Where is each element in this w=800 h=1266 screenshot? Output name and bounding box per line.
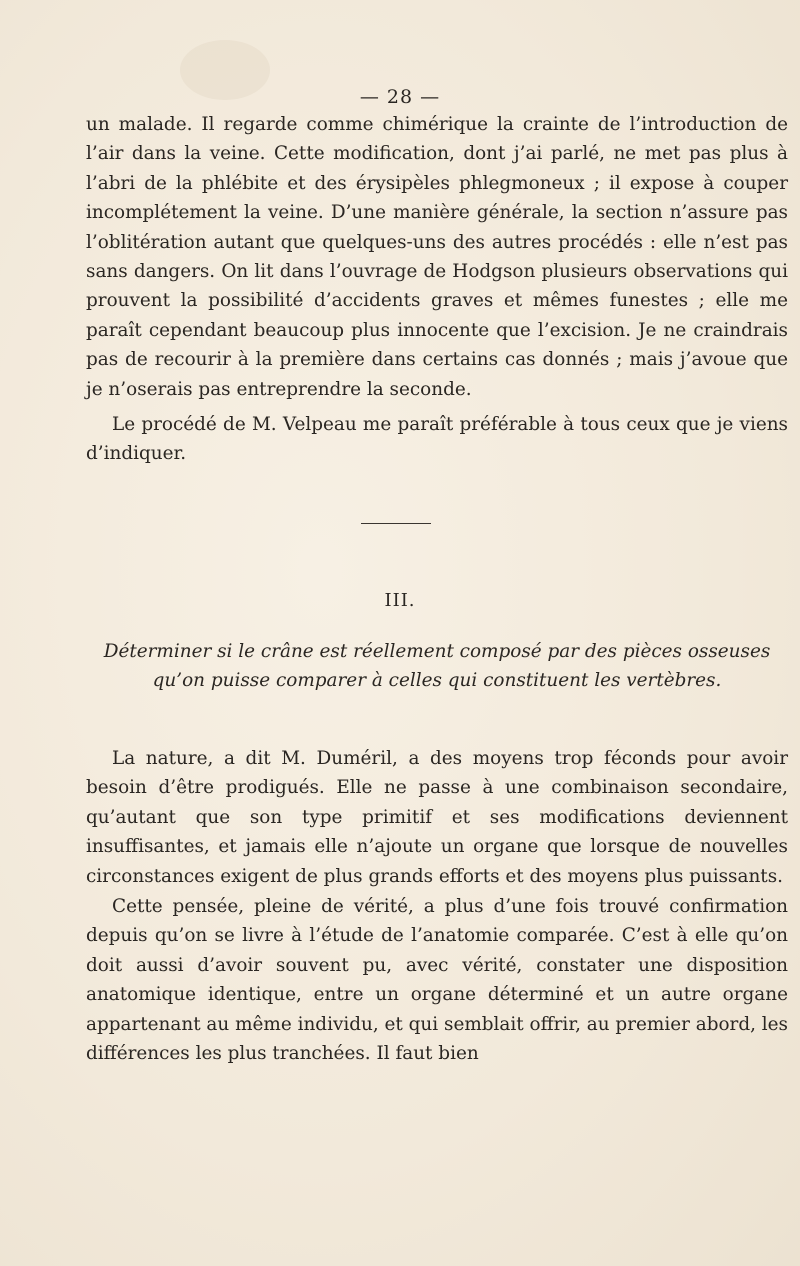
paragraph-text: Le procédé de M. Velpeau me paraît préférable à tous ceux que je viens d’indiquer. xyxy=(86,414,788,465)
section-title-line-2: qu’on puisse comparer à celles qui constituent les vertèbres. xyxy=(152,670,722,692)
paragraph-text: Cette pensée, pleine de vérité, a plus d’une fois trouvé confirmation depuis qu’on se livre à l’étude de l’anatomie comparée. C’est à elle qu’on doit aussi d’avoir souvent pu, avec vérité, constater une disposition anatomique identique, entre un organe déterminé et un autre organe appartenant au même individu, et qui semblait offrir, au premier abord, les différences les plus tranchées. Il faut bien xyxy=(86,896,788,1065)
section-divider xyxy=(361,523,431,524)
section-title-line-1: Déterminer si le crâne est réellement composé par des pièces osseuses xyxy=(103,641,771,662)
paragraph-dumeril xyxy=(86,744,788,891)
paragraph-intro xyxy=(86,110,788,404)
paragraph-text: La nature, a dit M. Duméril, a des moyens trop féconds pour avoir besoin d’être prodigués. Elle ne passe à une combinaison secondaire, qu’autant que son type primitif et ses modifications deviennent insuffisantes, et jamais elle n’ajoute un organe que lorsque de nouvelles circonstances exigent de plus grands efforts et des moyens plus puissants. xyxy=(86,748,788,887)
paragraph-velpeau xyxy=(86,410,788,469)
section-title xyxy=(86,637,788,696)
paragraph-anatomy xyxy=(86,892,788,1068)
page-number: — 28 — xyxy=(359,86,441,108)
paragraph-text: un malade. Il regarde comme chimérique la crainte de l’introduction de l’air dans la veine. Cette modification, dont j’ai parlé, ne met pas plus à l’abri de la phlébite et des érysipèles phlegmoneux ; il expose à couper incomplétement la veine. D’une manière générale, la section n’assure pas l’oblitération autant que quelques-uns des autres procédés : elle n’est pas sans dangers. On lit dans l’ouvrage de Hodgson plusieurs observations qui prouvent la possibilité d’accidents graves et mêmes funestes ; elle me paraît cependant beaucoup plus innocente que l’excision. Je ne craindrais pas de recourir à la première dans certains cas donnés ; mais j’avoue que je n’oserais pas entreprendre la seconde. xyxy=(86,114,788,400)
section-number: III. xyxy=(384,590,416,611)
